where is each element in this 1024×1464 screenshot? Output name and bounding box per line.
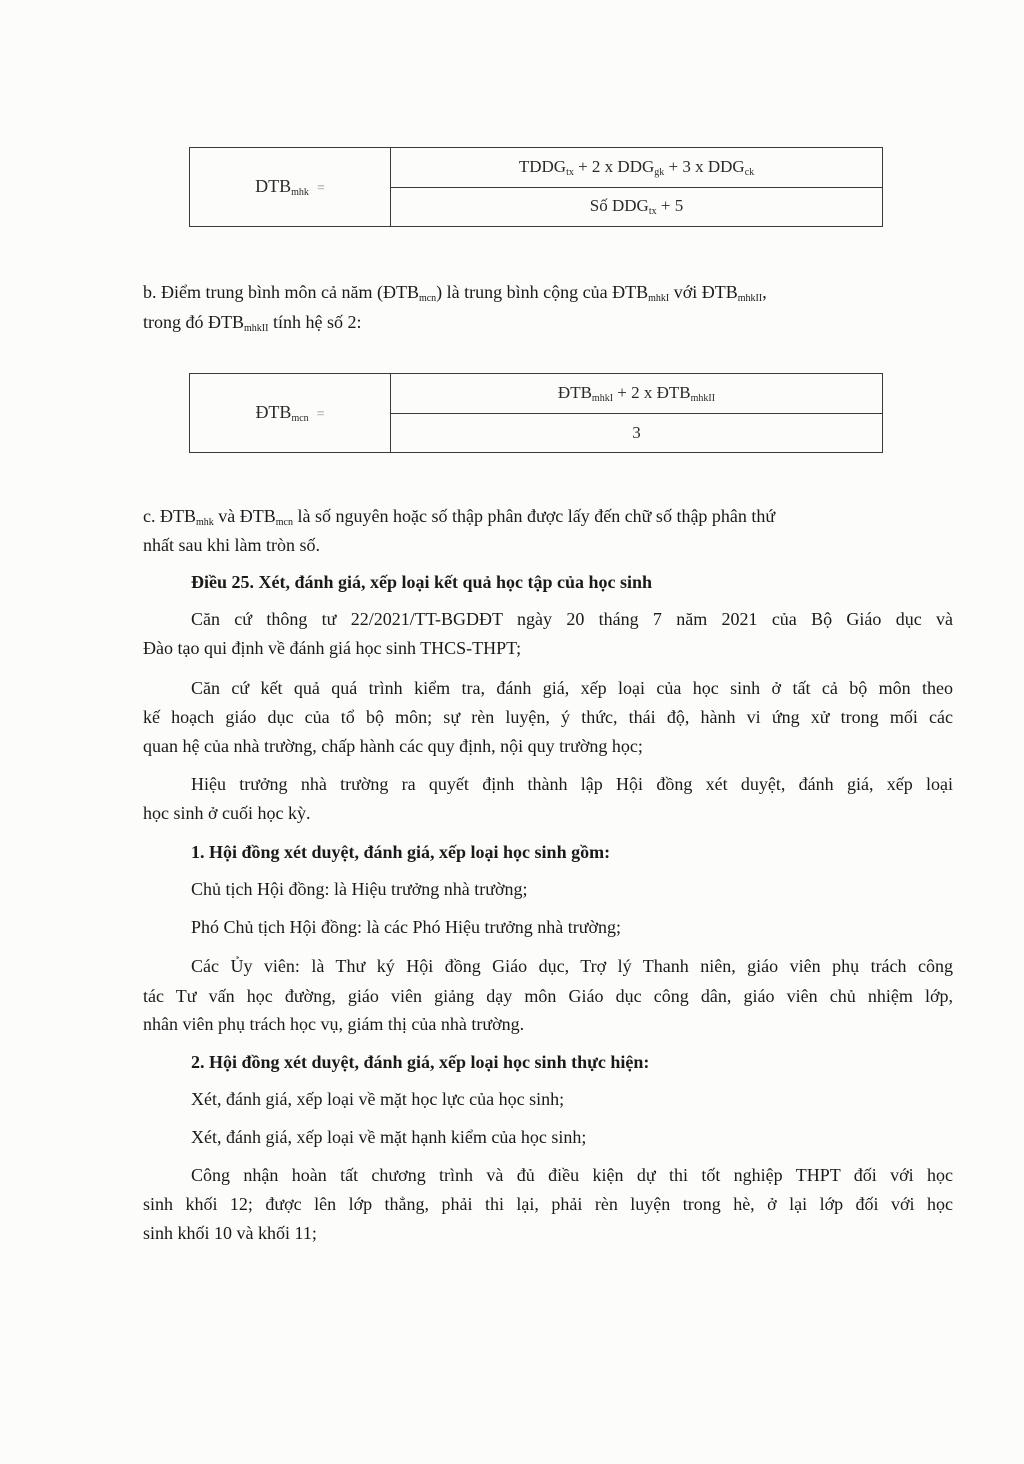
text-run: ,: [762, 282, 767, 302]
article-heading: Điều 25. Xét, đánh giá, xếp loại kết quả học tập của học sinh: [191, 572, 653, 592]
formula-lhs: [190, 374, 391, 453]
text-run: ) là trung bình cộng của ĐTB: [436, 282, 649, 302]
text-run: trong đó ĐTB: [143, 312, 244, 332]
subscript: mcn: [275, 517, 293, 528]
section-2-recognition-line-3: sinh khối 10 và khối 11;: [143, 1223, 317, 1243]
equals-sign: =: [316, 181, 325, 196]
subscript: mhkII: [737, 293, 763, 304]
article-p2-line-1: Căn cứ kết quả quá trình kiểm tra, đánh giá, xếp loại của học sinh ở tất cả bộ môn theo: [191, 678, 953, 698]
section-2-conduct: Xét, đánh giá, xếp loại về mặt hạnh kiểm của học sinh;: [191, 1127, 587, 1147]
denominator-term: + 5: [656, 196, 684, 216]
formula-numerator: [391, 148, 883, 188]
formula-lhs-subscript: mhk: [291, 187, 309, 198]
section-2-academic: Xét, đánh giá, xếp loại về mặt học lực của học sinh;: [191, 1089, 565, 1109]
article-p3-line-2: học sinh ở cuối học kỳ.: [143, 803, 311, 823]
article-p2-line-2: kế hoạch giáo dục của tổ bộ môn; sự rèn luyện, ý thức, thái độ, hành vi ứng xử trong mối các: [143, 707, 953, 727]
paragraph-b-line-1: [143, 281, 953, 310]
section-2-recognition-line-1: Công nhận hoàn tất chương trình và đủ điều kiện dự thi tốt nghiệp THPT đối với học: [191, 1165, 953, 1185]
text-run: b. Điểm trung bình môn cả năm (ĐTB: [143, 282, 419, 302]
formula-lhs: [190, 148, 391, 227]
section-2-recognition-line-2: sinh khối 12; được lên lớp thẳng, phải thi lại, phải rèn luyện trong hè, ở lại lớp đối với học: [143, 1194, 953, 1214]
subscript: mhkII: [244, 323, 269, 334]
numerator-subscript: mhkI: [591, 392, 614, 404]
article-p2-line-3: quan hệ của nhà trường, chấp hành các quy định, nội quy trường học;: [143, 736, 643, 756]
numerator-term: TDDG: [518, 156, 567, 176]
formula-table-dtb-mhk: [189, 147, 883, 227]
paragraph-c-line-2: nhất sau khi làm tròn số.: [143, 535, 320, 555]
article-p1-line-2: Đào tạo qui định về đánh giá học sinh THCS-THPT;: [143, 638, 522, 658]
numerator-term: + 3 x DDG: [664, 156, 745, 176]
article-p1-line-1: Căn cứ thông tư 22/2021/TT-BGDĐT ngày 20 tháng 7 năm 2021 của Bộ Giáo dục và: [191, 609, 953, 629]
text-run: với ĐTB: [669, 282, 738, 302]
section-1-members-line-2: tác Tư vấn học đường, giáo viên giảng dạy môn Giáo dục công dân, giáo viên chủ nhiệm lớp,: [143, 986, 953, 1006]
text-run: và ĐTB: [213, 506, 276, 526]
text-run: tính hệ số 2:: [268, 312, 362, 332]
paragraph-c-line-1: [143, 505, 953, 534]
numerator-term: + 2 x ĐTB: [613, 382, 691, 402]
formula-table-dtb-mcn: [189, 373, 883, 453]
formula-denominator: [391, 187, 883, 227]
numerator-term: + 2 x DDG: [573, 156, 655, 176]
numerator-term: ĐTB: [557, 382, 592, 402]
numerator-subscript: mhkII: [690, 392, 716, 404]
equals-sign: =: [316, 407, 325, 422]
section-2-heading: 2. Hội đồng xét duyệt, đánh giá, xếp loại học sinh thực hiện:: [191, 1052, 650, 1072]
formula-numerator: [391, 374, 883, 414]
numerator-subscript: tx: [566, 166, 574, 178]
section-1-vice-chair: Phó Chủ tịch Hội đồng: là các Phó Hiệu trưởng nhà trường;: [191, 917, 621, 937]
subscript: mhkI: [648, 293, 670, 304]
formula-denominator: 3: [391, 413, 883, 453]
formula-lhs-subscript: mcn: [291, 413, 309, 424]
text-run: là số nguyên hoặc số thập phân được lấy đến chữ số thập phân thứ: [293, 506, 776, 526]
article-p3-line-1: Hiệu trưởng nhà trường ra quyết định thành lập Hội đồng xét duyệt, đánh giá, xếp loại: [191, 774, 953, 794]
section-1-members-line-3: nhân viên phụ trách học vụ, giám thị của nhà trường.: [143, 1014, 525, 1034]
section-1-heading: 1. Hội đồng xét duyệt, đánh giá, xếp loại học sinh gồm:: [191, 842, 611, 862]
text-run: c. ĐTB: [143, 506, 196, 526]
paragraph-b-line-2: [143, 311, 953, 340]
subscript: mhk: [196, 517, 214, 528]
section-1-members-line-1: Các Ủy viên: là Thư ký Hội đồng Giáo dục, Trợ lý Thanh niên, giáo viên phụ trách công: [191, 956, 953, 976]
subscript: mcn: [418, 293, 437, 304]
denominator-term: Số DDG: [589, 196, 649, 216]
formula-lhs-text: ĐTB: [255, 402, 292, 422]
denominator-subscript: tx: [648, 206, 657, 218]
formula-lhs-text: DTB: [255, 176, 292, 196]
numerator-subscript: ck: [744, 166, 755, 178]
numerator-subscript: gk: [654, 166, 665, 178]
section-1-chair: Chủ tịch Hội đồng: là Hiệu trưởng nhà trường;: [191, 879, 528, 899]
